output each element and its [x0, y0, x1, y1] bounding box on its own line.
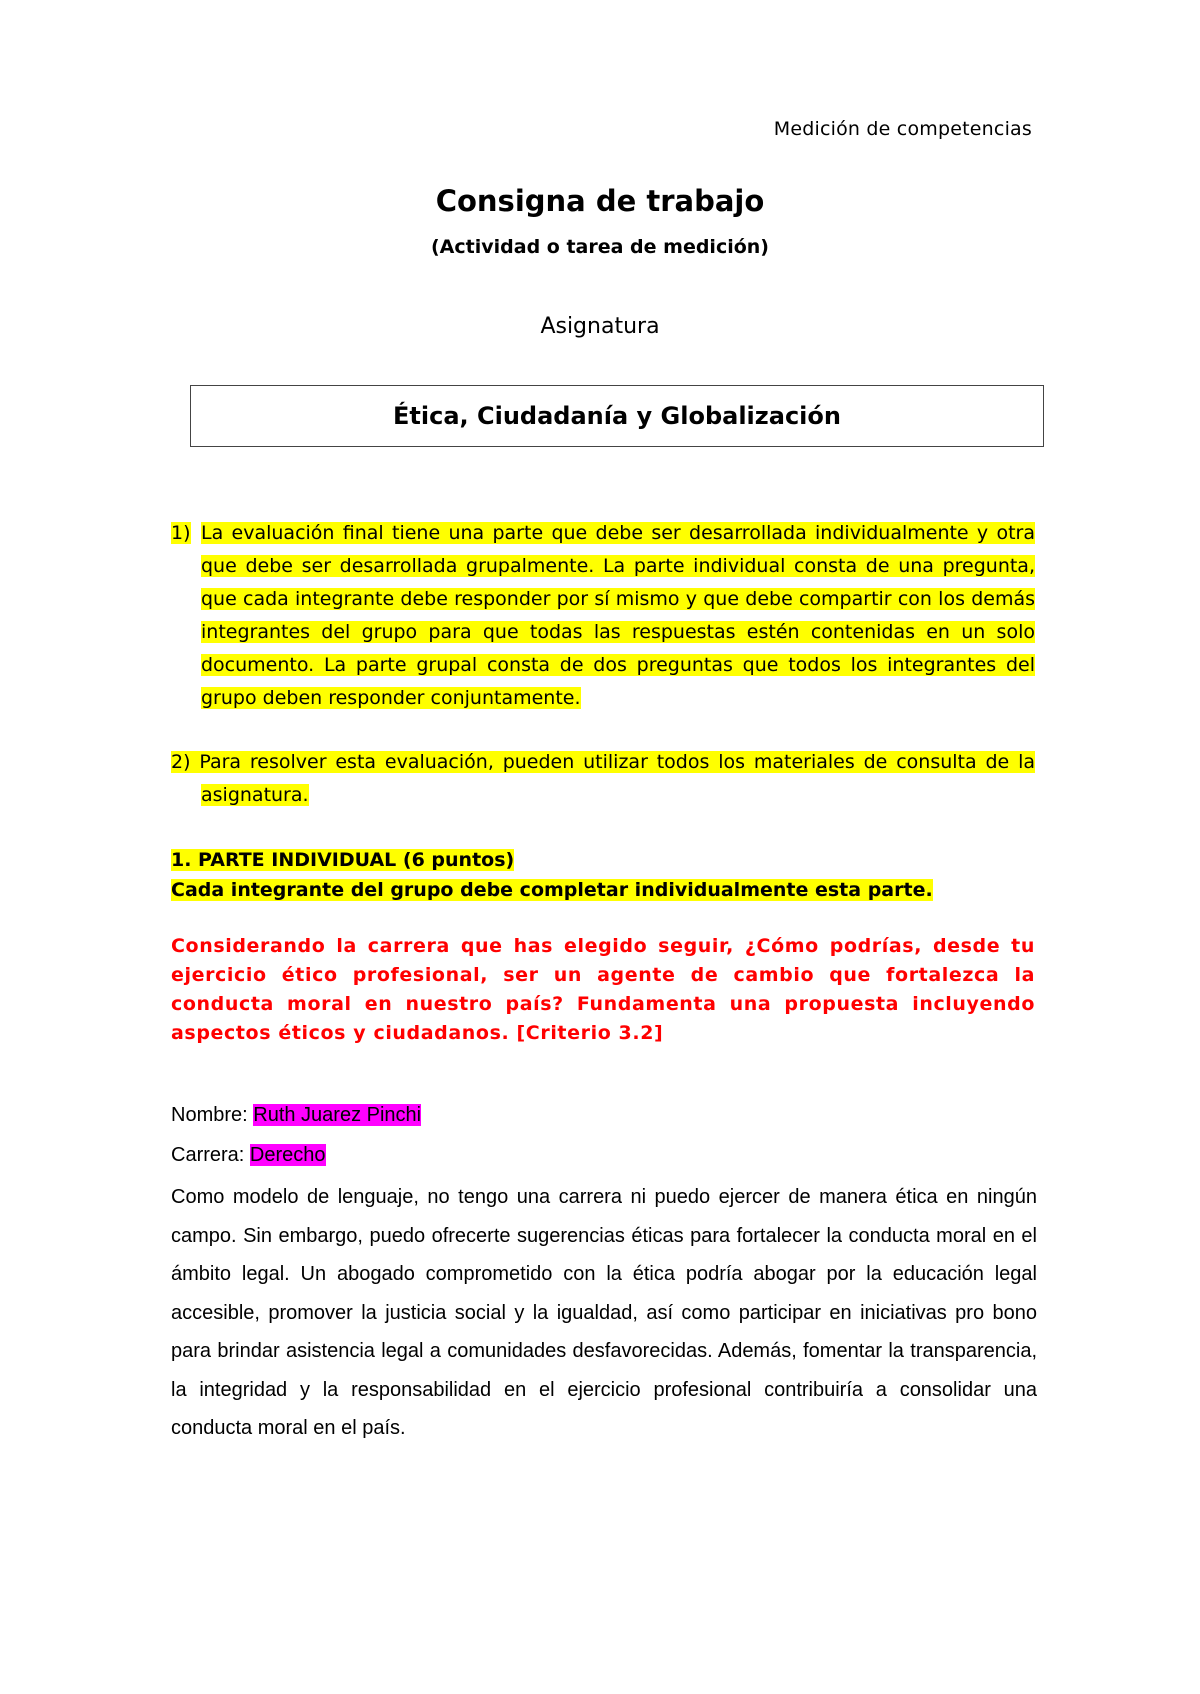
item1-number: 1)	[171, 522, 191, 544]
header-label: Medición de competencias	[773, 118, 1032, 140]
student-name-field	[171, 1100, 421, 1130]
course-name-box	[190, 385, 1044, 447]
name-label: Nombre:	[171, 1104, 254, 1126]
item2-first-line: 2) Para resolver esta evaluación, pueden utilizar todos los materiales de consulta de la	[171, 751, 1035, 773]
part1-instruction: Cada integrante del grupo debe completar individualmente esta parte.	[171, 879, 933, 901]
part1-heading: 1. PARTE INDIVIDUAL (6 puntos)	[171, 849, 515, 871]
subject-label: Asignatura	[540, 314, 660, 339]
question-text: Considerando la carrera que has elegido seguir, ¿Cómo podrías, desde tu ejercicio ético profesional, ser un agente de cambio que fortalezca la conducta moral en nuestro país? Fundamenta una propuesta incluyendo aspectos éticos y ciudadanos. [Criterio 3.2]	[171, 935, 1035, 1044]
answer-text: Como modelo de lenguaje, no tengo una carrera ni puedo ejercer de manera ética en ningún campo. Sin embargo, puedo ofrecerte sugerencias éticas para fortalecer la conducta moral en el ámbito legal. Un abogado comprometido con la ética podría abogar por la educación legal accesible, promover la justicia social y la igualdad, así como participar en iniciativas pro bono para brindar asistencia legal a comunidades desfavorecidas. Además, fomentar la transparencia, la integridad y la responsabilidad en el ejercicio profesional contribuiría a consolidar una conducta moral en el país.	[171, 1186, 1037, 1439]
item1-body: que debe ser desarrollada grupalmente. La parte individual consta de una pregunta, que cada integrante debe responder por sí mismo y que debe compartir con los demás integrantes del grupo para que todas las respuestas estén contenidas en un solo documento. La parte grupal consta de dos preguntas que todos los integrantes del grupo deben responder conjuntamente.	[201, 555, 1035, 709]
page-subtitle: (Actividad o tarea de medición)	[431, 236, 769, 258]
career-label: Carrera:	[171, 1144, 250, 1166]
career-value: Derecho	[249, 1144, 326, 1166]
item1-first-line: La evaluación final tiene una parte que debe ser desarrollada individualmente y otra	[201, 522, 1035, 544]
item2-body: asignatura.	[201, 784, 309, 806]
student-career-field	[171, 1140, 326, 1170]
page-title: Consigna de trabajo	[435, 184, 765, 218]
course-name: Ética, Ciudadanía y Globalización	[393, 402, 841, 430]
name-value: Ruth Juarez Pinchi	[253, 1104, 422, 1126]
